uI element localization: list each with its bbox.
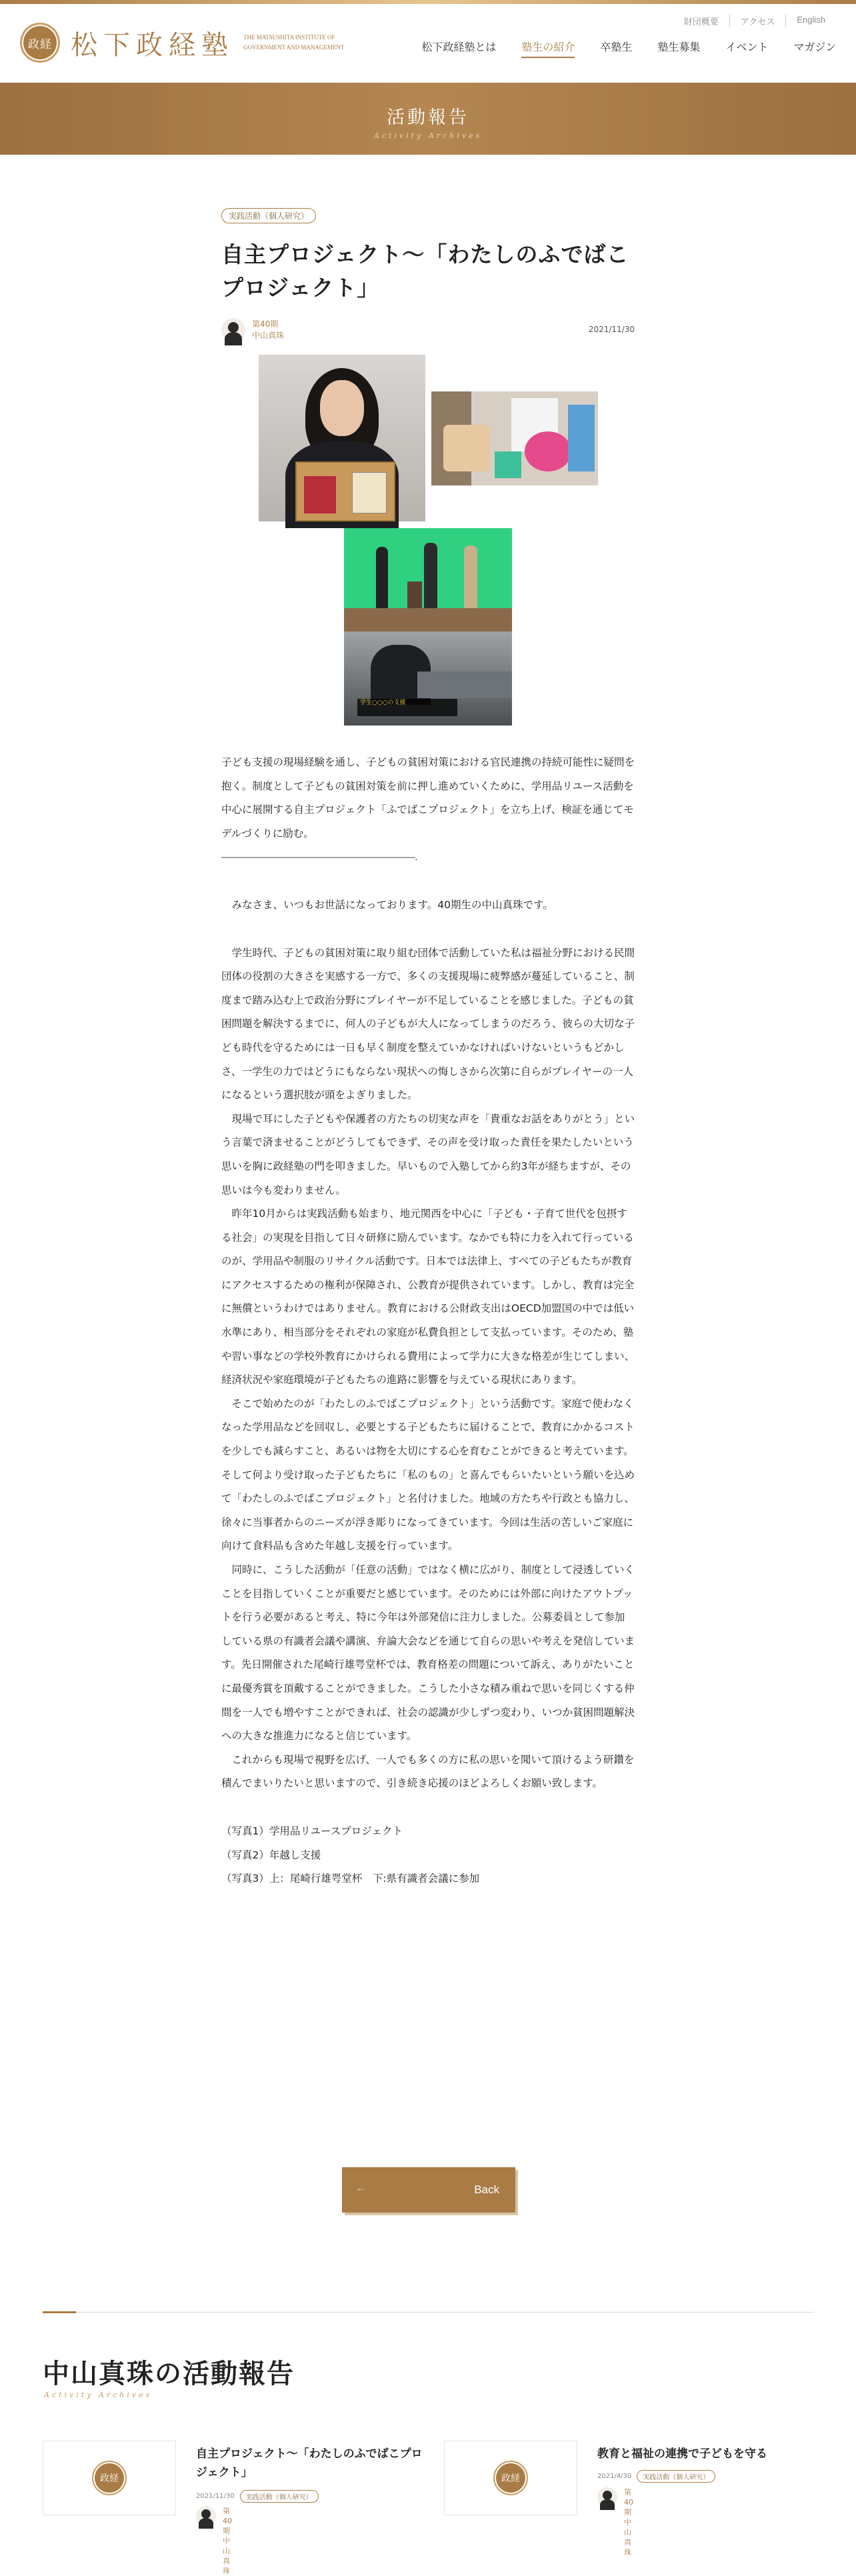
related-section-title: 中山真珠の活動報告 [43, 2359, 295, 2389]
card-date: 2021/4/30 [597, 2473, 632, 2480]
related-card[interactable] [43, 2441, 429, 2575]
main-nav [396, 39, 836, 58]
article-title: 自主プロジェクト〜「わたしのふでばこプロジェクト」 [221, 241, 629, 301]
article-body [221, 751, 635, 1891]
photo-caption-overlay: 学生○○○の支援 [357, 699, 457, 716]
photo-2-year-end-support [431, 391, 598, 485]
photo-1-reuse-project [259, 355, 425, 521]
page-banner [0, 83, 856, 155]
nav-item-events[interactable]: イベント [725, 41, 769, 53]
photo-caption: （写真1）学用品リユースプロジェクト [221, 1824, 403, 1837]
site-logo[interactable] [20, 23, 363, 63]
article-lead: 子ども支援の現場経験を通し、子どもの貧困対策における官民連携の持続可能性に疑問を抱く。制度として子どもの貧困対策を前に押し進めていくために、学用品リユース活動を中心に展開する自主プロジェクト「ふでばこプロジェクト」を立ち上げ、検証を通じてモデルづくりに励む。 [221, 756, 635, 840]
nav-item-about[interactable]: 松下政経塾とは [421, 41, 497, 53]
banner-title: 活動報告 [387, 107, 469, 128]
author-info: 第40期 中山真珠 [624, 2488, 633, 2557]
category-badge[interactable]: 実践活動（個人研究） [221, 208, 316, 223]
card-title[interactable]: 自主プロジェクト〜「わたしのふでばこプロジェクト」 [196, 2447, 423, 2479]
logo-seal-icon: 政経 [493, 2461, 528, 2495]
related-section-subtitle: Activity Archives [44, 2391, 153, 2399]
card-title[interactable]: 教育と福祉の連携で子どもを守る [597, 2447, 767, 2461]
author-info: 第40期 中山真珠 [223, 2507, 232, 2575]
logo-english: THE MATSUSHITA INSTITUTE OF GOVERNMENT AND MANAGEMENT [243, 34, 345, 51]
util-link-foundation[interactable]: 財団概要 [683, 17, 719, 27]
arrow-left-icon: ← [355, 2183, 366, 2194]
related-card[interactable] [444, 2441, 831, 2557]
photo-caption: （写真2）年越し支援 [221, 1848, 321, 1861]
article-date: 2021/11/30 [588, 325, 635, 334]
back-button[interactable] [342, 2167, 515, 2213]
nav-item-alumni[interactable]: 卒塾生 [600, 41, 633, 53]
body-paragraph: これからも現場で視野を広げ、一人でも多くの方に私の思いを聞いて頂けるよう研鑽を積んでまいりたいと思いますので、引き続き応援のほどよろしくお願い致します。 [221, 1753, 635, 1790]
body-paragraph: 現場で耳にした子どもや保護者の方たちの切実な声を「貴重なお話をありがとう」という言葉で済ませることがどうしてもできず、その声を受け取った責任を果たしたいという思いを胸に政経塾の門を叩きました。早いもので入塾してから約3年が経ちますが、その思いは今も変わりません。 [221, 1112, 635, 1196]
card-thumbnail[interactable] [444, 2441, 577, 2515]
author-name: 中山真珠 [252, 331, 285, 340]
back-button-label: Back [474, 2183, 499, 2196]
article-header [221, 208, 635, 345]
lead-separator: ――――――――――――――――――――. [221, 851, 417, 864]
greeting-paragraph: みなさま、いつもお世話になっております。40期生の中山真珠です。 [221, 898, 553, 911]
body-paragraph: 昨年10月からは実践活動も始まり、地元関西を中心に「子ども・子育て世代を包摂する社会」の実現を目指して日々研修に励んでいます。なかでも特に力を入れて行っているのが、学用品や制服のリサイクル活動です。日本では法律上、すべての子どもたちが教育にアクセスするための権利が保障され、公教育が提供されています。しかし、教育は完全に無償というわけではありません。教育における公財政支出はOECD加盟国の中では低い水準にあり、相当部分をそれぞれの家庭が私費負担として支払っています。そのため、塾や習い事などの学校外教育にかけられる費用によって学力に大きな格差が生じてしまい、経済状況や家庭環境が子どもたちの進路に影響を与えている現状にあります。 [221, 1208, 635, 1386]
logo-seal-icon: 政経 [20, 23, 60, 63]
card-meta [597, 2470, 715, 2483]
utility-links [673, 15, 836, 27]
card-category-badge[interactable]: 実践活動（個人研究） [637, 2470, 715, 2483]
photo-caption: （写真3）上：尾崎行雄咢堂杯 下:県有識者会議に参加 [221, 1872, 480, 1885]
util-link-english[interactable]: English [785, 15, 836, 27]
nav-item-recruit[interactable]: 塾生募集 [657, 41, 701, 53]
body-paragraph: 学生時代、子どもの貧困対策に取り組む団体で活動していた私は福祉分野における民間団体の役割の大きさを実感する一方で、多くの支援現場に疲弊感が蔓延していること、制度まで踏み込む上で政治分野にプレイヤーが不足していることを感じました。子どもの貧困問題を解決するまでに、何人の子どもが大人になってしまうのだろう、彼らの大切な子ども時代を守るためには一日も早く制度を整えていかなければいけないというもどかしさ、一学生の力ではどうにもならない現状への悔しさから次第に自らがプレイヤーの一人になるという選択肢が頭をよぎりました。 [221, 946, 635, 1102]
card-date: 2021/11/30 [196, 2493, 235, 2500]
card-meta [196, 2490, 319, 2503]
logo-text: 松下政経塾 [71, 29, 234, 61]
author-avatar [196, 2506, 216, 2526]
author-term: 第40期 [252, 319, 279, 329]
nav-item-students[interactable]: 塾生の紹介 [521, 39, 575, 58]
util-link-access[interactable]: アクセス [729, 15, 786, 27]
card-thumbnail[interactable] [43, 2441, 176, 2515]
article-meta [221, 317, 635, 345]
photo-3-speech-and-council [344, 528, 512, 726]
logo-seal-icon: 政経 [92, 2461, 127, 2495]
author-info[interactable] [252, 319, 284, 341]
author-avatar[interactable] [221, 318, 245, 342]
body-paragraph: そこで始めたのが「わたしのふでばこプロジェクト」という活動です。家庭で使わなくなった学用品などを回収し、必要とする子どもたちに届けることで、教育にかかるコストを少しでも減らすこと、あるいは物を大切にする心を育むことができると考えています。そして何より受け取った子どもたちに「私のもの」と喜んでもらいたいという願いを込めて「わたしのふでばこプロジェクト」と名付けました。地域の方たちや行政とも協力し、徐々に当事者からのニーズが浮き彫りになってきています。今回は生活の苦しいご家庭に向けて食料品も含めた年越し支援を行っています。 [221, 1397, 635, 1552]
nav-item-magazine[interactable]: マガジン [793, 41, 836, 53]
body-paragraph: 同時に、こうした活動が「任意の活動」ではなく横に広がり、制度として浸透していくことを目指していくことが重要だと感じています。そのためには外部に向けたアウトプットを行う必要があると考え、特に今年は外部発信に注力しました。公募委員として参加している県の有識者会議や講演、弁論大会などを通じて自らの思いや考えを発信しています。先日開催された尾崎行雄咢堂杯では、教育格差の問題について訴え、ありがたいことに最優秀賞を頂戴することができました。こうした小さな積み重ねで思いを同じくする仲間を一人でも増やすことができれば、社会の認識が少しずつ変わり、いつか貧困問題解決への大きな推進力になると信じています。 [221, 1564, 635, 1742]
site-header [0, 4, 856, 83]
author-avatar [597, 2487, 617, 2507]
banner-subtitle: Activity Archives [373, 131, 483, 140]
card-category-badge[interactable]: 実践活動（個人研究） [240, 2490, 319, 2503]
section-divider [43, 2312, 813, 2313]
